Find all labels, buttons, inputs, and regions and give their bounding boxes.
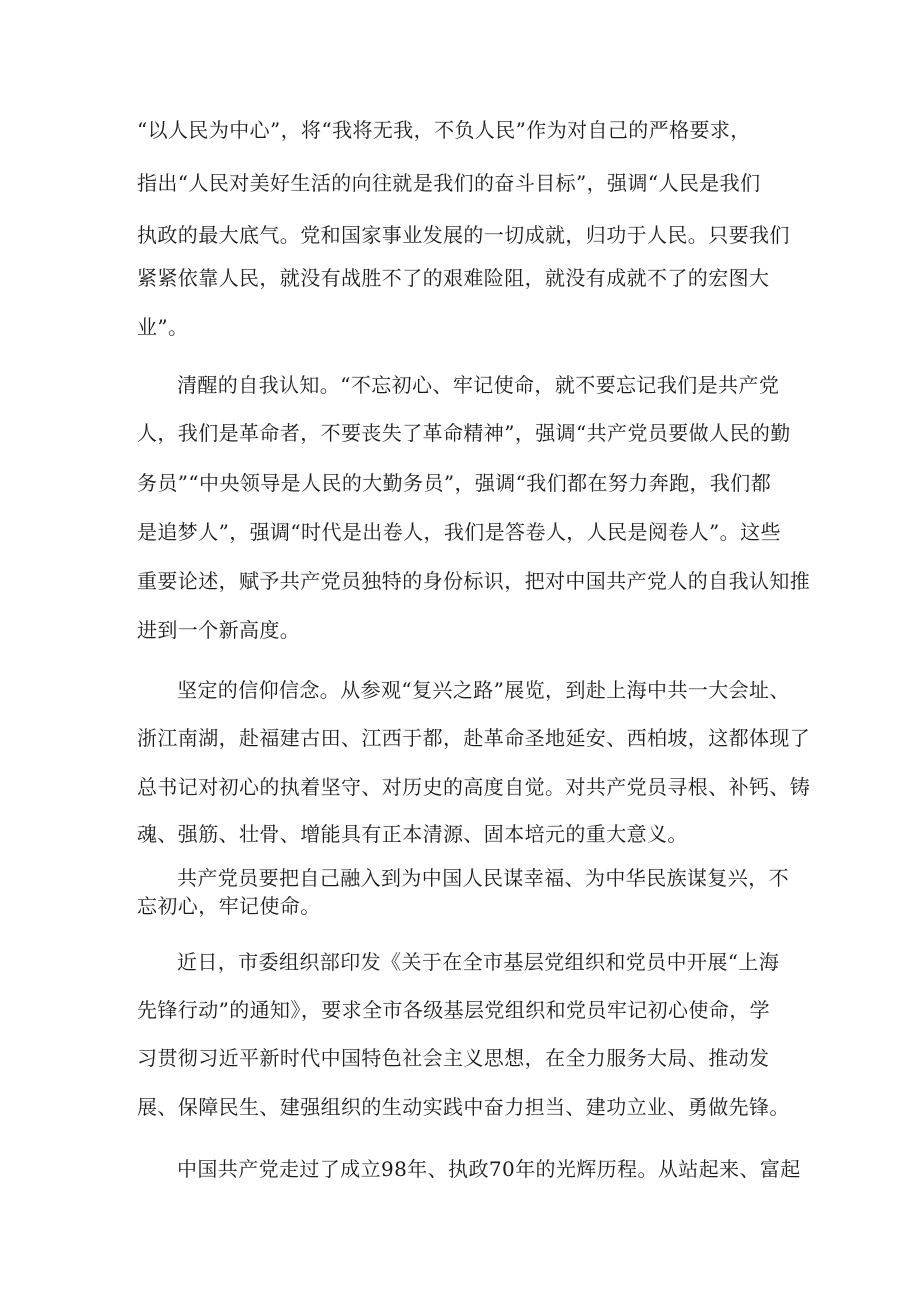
text-line: 人，我们是革命者，不要丧失了革命精神”，强调“共产党员要做人民的勤 <box>137 421 791 445</box>
text-line: 进到一个新高度。 <box>137 618 301 642</box>
text-line: 执政的最大底气。党和国家事业发展的一切成就，归功于人民。只要我们 <box>137 223 790 247</box>
text-line: “以人民为中心”，将“我将无我，不负人民”作为对自己的严格要求， <box>137 118 751 142</box>
text-line: 近日，市委组织部印发《关于在全市基层党组织和党员中开展“上海 <box>177 950 780 974</box>
text-line: 务员”“中央领导是人民的大勤务员”，强调“我们都在努力奔跑，我们都 <box>137 471 772 495</box>
text-line: 是追梦人”，强调“时代是出卷人，我们是答卷人，人民是阅卷人”。这些 <box>137 520 781 544</box>
text-line: 先锋行动”的通知》，要求全市各级基层党组织和党员牢记初心使命，学 <box>137 998 771 1022</box>
text-line: 共产党员要把自己融入到为中国人民谋幸福、为中华民族谋复兴，不 <box>177 866 789 890</box>
text-line: 浙江南湖，赴福建古田、江西于都，赴革命圣地延安、西柏坡，这都体现了 <box>137 726 811 750</box>
text-line: 总书记对初心的执着坚守、对历史的高度自觉。对共产党员寻根、补钙、铸 <box>137 775 811 799</box>
text-line: 中国共产党走过了成立98年、执政70年的光辉历程。从站起来、富起 <box>177 1157 801 1181</box>
text-line: 坚定的信仰信念。从参观“复兴之路”展览，到赴上海中共一大会址、 <box>177 678 790 702</box>
text-line: 指出“人民对美好生活的向往就是我们的奋斗目标”，强调“人民是我们 <box>137 171 761 195</box>
text-line: 展、保障民生、建强组织的生动实践中奋力担当、建功立业、勇做先锋。 <box>137 1095 790 1119</box>
text-line: 习贯彻习近平新时代中国特色社会主义思想，在全力服务大局、推动发 <box>137 1046 770 1070</box>
text-line: 重要论述，赋予共产党员独特的身份标识，把对中国共产党人的自我认知推 <box>137 569 811 593</box>
text-line: 业”。 <box>137 315 189 339</box>
text-line: 忘初心，牢记使命。 <box>137 894 321 918</box>
text-line: 紧紧依靠人民，就没有战胜不了的艰难险阻，就没有成就不了的宏图大 <box>137 266 770 290</box>
text-line: 魂、强筋、壮骨、增能具有正本清源、固本培元的重大意义。 <box>137 822 688 846</box>
text-line: 清醒的自我认知。“不忘初心、牢记使命，就不要忘记我们是共产党 <box>177 373 780 397</box>
